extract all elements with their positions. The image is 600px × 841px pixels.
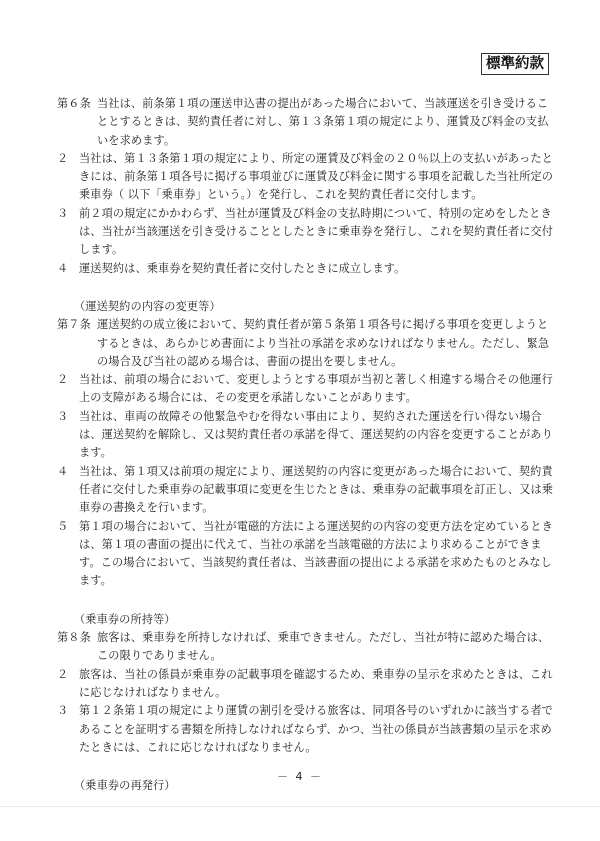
- article-8-heading: （乗車券の所持等）: [74, 612, 176, 626]
- article-6-number: 第６条: [57, 97, 91, 110]
- item-number: ３: [57, 409, 69, 423]
- item-number: ２: [57, 373, 69, 387]
- item-number: ４: [57, 261, 69, 275]
- document-body: [57, 95, 557, 795]
- item-text: 第１２条第１項の規定により運賃の割引を受ける旅客は、同項各号のいずれかに該当する者であることを証明する書類を所持しなければならず、かつ、当社の係員が当該書類の呈示を求めたときには、これに応じなければなりません。: [79, 704, 554, 754]
- ticket-reissue-heading: （乗車券の再発行）: [74, 779, 176, 793]
- article-8-paragraph-1: [57, 629, 557, 666]
- item-text: 当社は、第１３条第１項の規定により、所定の運賃及び料金の２０％以上の支払いがあったときには、前条第１項各号に掲げる事項並びに運賃及び料金に関する事項を記載した当社所定の乗車券（ 以下「乗車券」という。）を発行し、これを契約責任者に交付します。: [79, 151, 554, 202]
- item-number: ５: [57, 519, 69, 533]
- item-number: ３: [57, 704, 69, 718]
- article-8-number: 第８条: [57, 631, 91, 645]
- item-text: 旅客は、当社の係員が乗車券の記載事項を確認するため、乗車券の呈示を求めたときは、これに応じなければなりません。: [79, 667, 553, 699]
- article-7-item-4: [57, 463, 557, 518]
- item-text: 当社は、車両の故障その他緊急やむを得ない事由により、契約された運送を行い得ない場合は、運送契約を解除し、又は契約責任者の承諾を得て、運送契約の内容を変更することがあります。: [79, 409, 553, 460]
- footer-divider: [0, 806, 600, 807]
- article-7-item-5: [57, 518, 557, 591]
- article-7-paragraph-1: [57, 316, 557, 371]
- item-number: ２: [57, 667, 69, 681]
- article-6-paragraph-1: [57, 95, 557, 150]
- page-number: － 4 －: [277, 770, 323, 783]
- item-text: 当社は、前項の場合において、変更しようとする事項が当初と著しく相違する場合その他運行上の支障がある場合には、その変更を承諾しないことがあります。: [79, 373, 553, 405]
- item-text: 第１項の場合において、当社が電磁的方法による運送契約の内容の変更方法を定めているときは、第１項の書面の提出に代えて、当社の承諾を当該電磁的方法により求めることができます。この場合において、当該契約責任者は、当該書面の提出による承諾を求めたものとみなします。: [79, 519, 553, 588]
- article-7-number: 第７条: [57, 318, 91, 332]
- item-number: ３: [57, 206, 69, 220]
- article-7-heading: （運送契約の内容の変更等）: [74, 299, 221, 313]
- article-6-item-4: [57, 260, 557, 278]
- article-7-item-2: [57, 371, 557, 408]
- article-8-text: 旅客は、乗車券を所持しなければ、乗車できません。ただし、当社が特に認めた場合は、この限りでありません。: [97, 631, 550, 663]
- article-6-item-2: [57, 150, 557, 205]
- article-7-item-3: [57, 408, 557, 463]
- standard-terms-badge: 標準約款: [481, 53, 549, 75]
- item-number: ２: [57, 151, 69, 165]
- article-6-item-3: [57, 205, 557, 260]
- article-7-text: 運送契約の成立後において、契約責任者が第５条第１項各号に掲げる事項を変更しようとするときは、あらかじめ書面により当社の承諾を求めなければなりません。ただし、緊急の場合及び当社の認める場合は、書面の提出を要しません。: [97, 318, 550, 368]
- article-8-item-2: [57, 666, 557, 703]
- item-text: 当社は、第１項又は前項の規定により、運送契約の内容に変更があった場合において、契約責任者に交付した乗車券の記載事項に変更を生じたときは、乗車券の記載事項を訂正し、又は乗車券の書換えを行います。: [79, 464, 554, 515]
- item-text: 運送契約は、乗車券を契約責任者に交付したときに成立します。: [79, 261, 406, 275]
- article-6-text: 当社は、前条第１項の運送申込書の提出があった場合において、当該運送を引き受けることとするときは、契約責任者に対し、第１３条第１項の規定により、運賃及び料金の支払いを求めます。: [97, 97, 549, 147]
- item-number: ４: [57, 464, 69, 478]
- item-text: 前２項の規定にかかわらず、当社が運賃及び料金の支払時期について、特別の定めをしたときは、当社が当該運送を引き受けることとしたときに乗車券を発行し、これを契約責任者に交付します。: [79, 206, 554, 257]
- article-8-item-3: [57, 702, 557, 757]
